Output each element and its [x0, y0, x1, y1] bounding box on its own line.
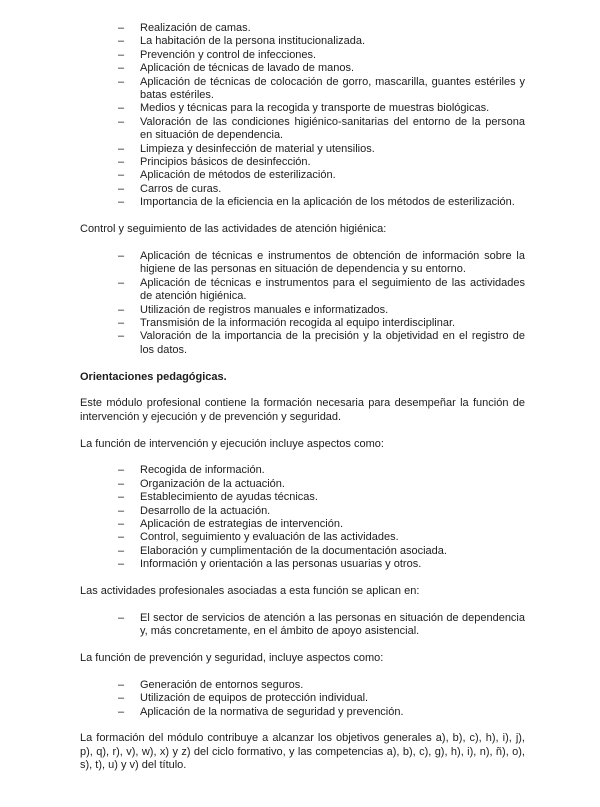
bullet-marker: –	[118, 464, 125, 477]
bullet-marker: –	[118, 303, 125, 316]
list-item-text: Establecimiento de ayudas técnicas.	[140, 491, 318, 504]
list-item	[80, 62, 525, 75]
list-item	[80, 156, 525, 169]
paragraph-funcion-intervencion: La función de intervención y ejecución incluye aspectos como:	[80, 437, 384, 450]
list-item-text: Utilización de registros manuales e informatizados.	[140, 303, 389, 316]
bullet-marker: –	[118, 156, 125, 169]
list-item	[80, 505, 525, 518]
list-item-text: Principios básicos de desinfección.	[140, 156, 311, 169]
list-item	[80, 558, 525, 571]
bullet-marker: –	[118, 276, 125, 289]
bullet-list-intervencion	[80, 464, 525, 571]
paragraph-formacion-modulo: La formación del módulo contribuye a alcanzar los objetivos generales a), b), c), h), i), j), p), q), r), v), w), x) y z) del ciclo formativo, y las competencias a), b), c), g), h), i), n), ñ), o), s), t), u) y v) del título.	[80, 732, 525, 772]
list-item	[80, 35, 525, 48]
list-item	[80, 102, 525, 115]
bullet-marker: –	[118, 142, 125, 155]
bullet-marker: –	[118, 544, 125, 557]
bullet-marker: –	[118, 115, 125, 128]
list-item-text: Aplicación de técnicas de colocación de gorro, mascarilla, guantes estériles y batas estériles.	[140, 75, 525, 102]
bullet-marker: –	[118, 102, 125, 115]
bullet-marker: –	[118, 558, 125, 571]
bullet-list-control	[80, 250, 525, 357]
list-item	[80, 478, 525, 491]
list-item	[80, 491, 525, 504]
list-item-text: Aplicación de técnicas e instrumentos para el seguimiento de las actividades de atención higiénica.	[140, 276, 525, 303]
list-item-text: Recogida de información.	[140, 464, 265, 477]
list-item	[80, 304, 525, 317]
list-item-text: Aplicación de técnicas de lavado de manos.	[140, 62, 355, 75]
list-item	[80, 706, 525, 719]
list-item	[80, 317, 525, 330]
section-heading-orientaciones: Orientaciones pedagógicas.	[80, 370, 227, 383]
list-item	[80, 183, 525, 196]
bullet-marker: –	[118, 196, 125, 209]
bullet-marker: –	[118, 249, 125, 262]
list-item-text: Aplicación de técnicas e instrumentos de obtención de información sobre la higiene de las personas en situación de dependencia y su entorno.	[140, 249, 525, 276]
list-item-text: Aplicación de la normativa de seguridad y prevención.	[140, 705, 404, 718]
list-item-text: Control, seguimiento y evaluación de las actividades.	[140, 531, 399, 544]
bullet-list-prevencion	[80, 679, 525, 719]
list-item-text: Aplicación de métodos de esterilización.	[140, 169, 336, 182]
bullet-marker: –	[118, 35, 125, 48]
paragraph-funcion-prevencion: La función de prevención y seguridad, incluye aspectos como:	[80, 651, 384, 664]
list-item	[80, 679, 525, 692]
bullet-marker: –	[118, 169, 125, 182]
bullet-marker: –	[118, 22, 125, 34]
bullet-marker: –	[118, 62, 125, 75]
list-item	[80, 464, 525, 477]
paragraph-modulo-profesional: Este módulo profesional contiene la formación necesaria para desempeñar la función de intervención y ejecución y de prevención y seguridad.	[80, 397, 525, 423]
bullet-marker: –	[118, 182, 125, 195]
bullet-marker: –	[118, 48, 125, 61]
list-item-text: Valoración de las condiciones higiénico-sanitarias del entorno de la persona en situación de dependencia.	[140, 115, 525, 142]
bullet-marker: –	[118, 316, 125, 329]
bullet-marker: –	[118, 504, 125, 517]
list-item-text: Carros de curas.	[140, 182, 222, 195]
bullet-marker: –	[118, 692, 125, 705]
list-item	[80, 116, 525, 143]
list-item-text: Medios y técnicas para la recogida y transporte de muestras biológicas.	[140, 102, 490, 115]
bullet-marker: –	[118, 75, 125, 88]
list-item-text: Elaboración y cumplimentación de la documentación asociada.	[140, 544, 447, 557]
list-item-text: Transmisión de la información recogida al equipo interdisciplinar.	[140, 316, 456, 329]
list-item	[80, 196, 525, 209]
list-item	[80, 250, 525, 277]
list-item-text: Limpieza y desinfección de material y utensilios.	[140, 142, 375, 155]
list-item-text: Desarrollo de la actuación.	[140, 504, 271, 517]
list-item-text: Aplicación de estrategias de intervención.	[140, 517, 344, 530]
list-item	[80, 143, 525, 156]
list-item	[80, 169, 525, 182]
list-item-text: Utilización de equipos de protección individual.	[140, 692, 369, 705]
list-item	[80, 518, 525, 531]
list-item-text: La habitación de la persona institucionalizada.	[140, 35, 366, 48]
bullet-marker: –	[118, 477, 125, 490]
bullet-marker: –	[118, 678, 125, 691]
list-item	[80, 330, 525, 357]
list-item-text: Generación de entornos seguros.	[140, 678, 304, 691]
list-item-text: Prevención y control de infecciones.	[140, 48, 317, 61]
bullet-marker: –	[118, 531, 125, 544]
list-item	[80, 612, 525, 639]
list-item	[80, 49, 525, 62]
list-item	[80, 531, 525, 544]
bullet-marker: –	[118, 611, 125, 624]
list-item-text: El sector de servicios de atención a las personas en situación de dependencia y, más concretamente, en el ámbito de apoyo asistencial.	[140, 611, 525, 638]
list-item-text: Importancia de la eficiencia en la aplicación de los métodos de esterilización.	[140, 196, 515, 209]
bullet-list-higiene	[80, 22, 525, 210]
list-item	[80, 692, 525, 705]
bullet-marker: –	[118, 330, 125, 343]
list-item-text: Valoración de la importancia de la precisión y la objetividad en el registro de los datos.	[140, 330, 525, 356]
list-item-text: Realización de camas.	[140, 22, 251, 34]
bullet-marker: –	[118, 517, 125, 530]
list-item	[80, 545, 525, 558]
bullet-marker: –	[118, 705, 125, 718]
bullet-marker: –	[118, 491, 125, 504]
paragraph-control-seguimiento: Control y seguimiento de las actividades de atención higiénica:	[80, 223, 387, 236]
list-item	[80, 76, 525, 103]
list-item	[80, 22, 525, 35]
list-item-text: Organización de la actuación.	[140, 477, 285, 490]
list-item	[80, 277, 525, 304]
list-item-text: Información y orientación a las personas usuarias y otros.	[140, 558, 422, 571]
paragraph-actividades-profesionales: Las actividades profesionales asociadas a esta función se aplican en:	[80, 584, 420, 597]
bullet-list-sector	[80, 612, 525, 639]
